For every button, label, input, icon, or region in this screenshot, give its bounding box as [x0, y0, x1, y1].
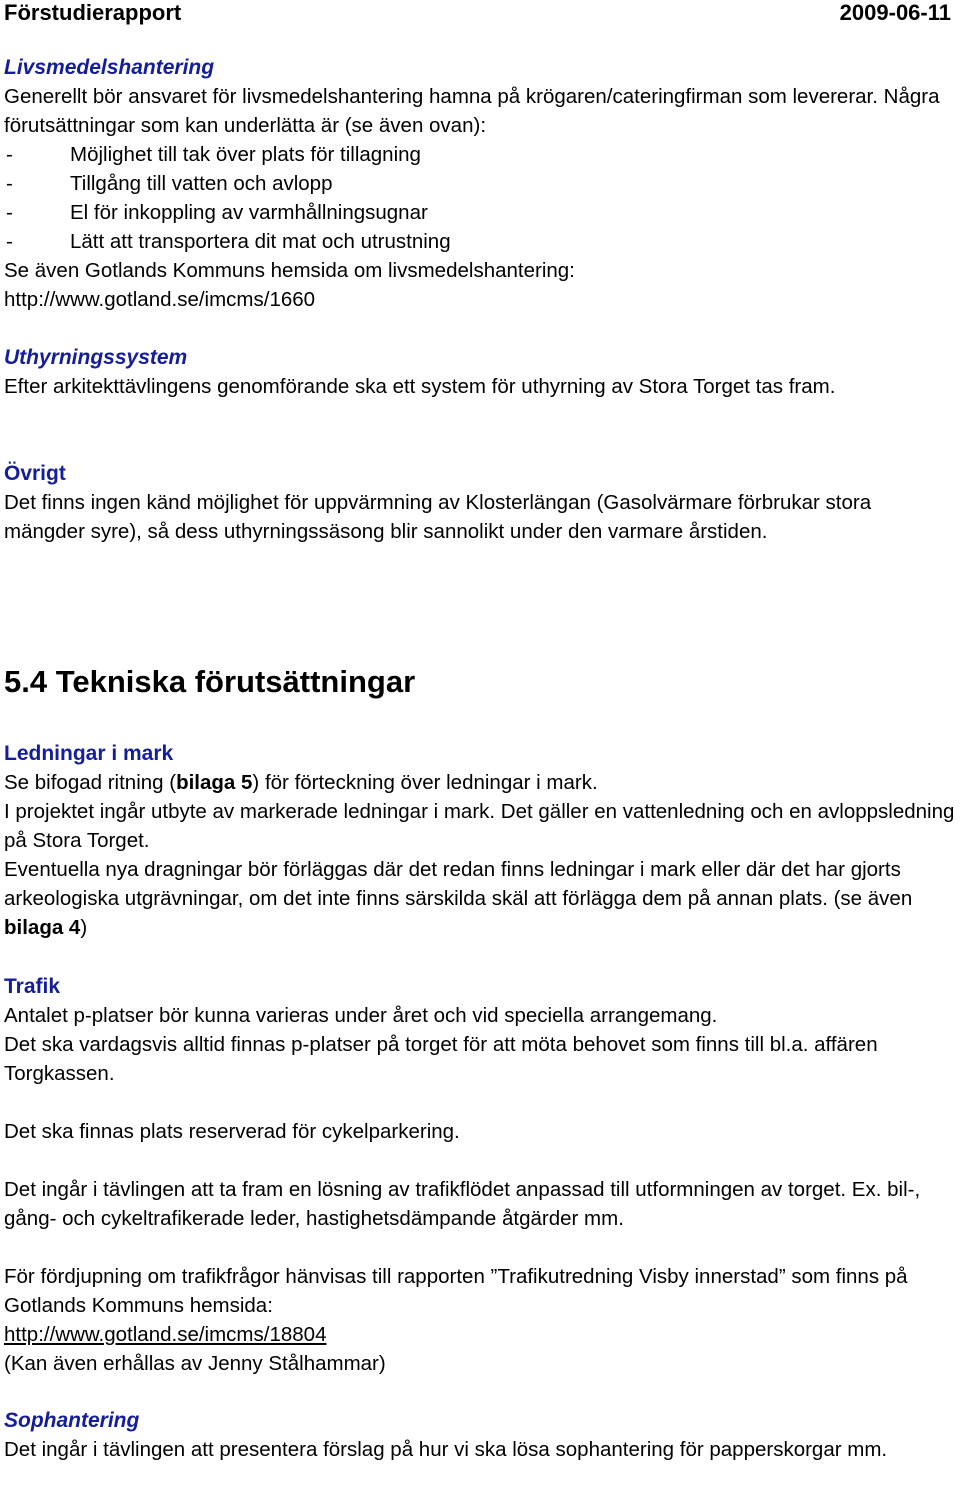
section-sophantering	[4, 1406, 956, 1464]
trafik-p1: Antalet p-platser bör kunna varieras under året och vid speciella arrangemang.	[4, 1004, 718, 1027]
list-item: - Lätt att transportera dit mat och utrustning	[4, 227, 956, 256]
livsmedel-heading: Livsmedelshantering	[4, 56, 215, 79]
list-item: - Möjlighet till tak över plats för tillagning	[4, 140, 956, 169]
section-uthyrning	[4, 343, 956, 401]
list-item: - El för inkoppling av varmhållningsugnar	[4, 198, 956, 227]
uthyrning-text: Efter arkitekttävlingens genomförande ska ett system för uthyrning av Stora Torget tas fram.	[4, 375, 836, 398]
text-run: Eventuella nya dragningar bör förläggas där det redan finns ledningar i mark eller där det har gjorts arkeologiska utgrävningar, om det inte finns särskilda skäl att förlägga dem på annan plats. (se även	[4, 858, 913, 910]
livsmedel-url[interactable]: http://www.gotland.se/imcms/1660	[4, 288, 316, 311]
ovrigt-heading: Övrigt	[4, 462, 66, 485]
section-livsmedel	[4, 53, 956, 314]
attachment-ref: bilaga 4	[4, 916, 81, 939]
ovrigt-text: Det finns ingen känd möjlighet för uppvärmning av Klosterlängan (Gasolvärmare förbrukar stora mängder syre), så dess uthyrningssäsong blir sannolikt under den varmare årstiden.	[4, 491, 872, 543]
ledningar-p3	[4, 855, 956, 942]
text-run: )	[80, 916, 88, 939]
section-trafik	[4, 972, 956, 1378]
sophantering-text: Det ingår i tävlingen att presentera förslag på hur vi ska lösa sophantering för papperskorgar mm.	[4, 1438, 888, 1461]
trafik-p6: (Kan även erhållas av Jenny Stålhammar)	[4, 1352, 386, 1375]
text-run: ) för förteckning över ledningar i mark.	[252, 771, 598, 794]
ledningar-p1	[4, 768, 956, 797]
uthyrning-heading: Uthyrningssystem	[4, 346, 188, 369]
trafik-p3: Det ska finnas plats reserverad för cykelparkering.	[4, 1120, 460, 1143]
document-date: 2009-06-11	[839, 0, 951, 25]
document-title: Förstudierapport	[4, 0, 182, 25]
section-heading: 5.4 Tekniska förutsättningar	[4, 664, 416, 699]
trafik-heading: Trafik	[4, 975, 61, 998]
section-ledningar	[4, 739, 956, 942]
trafik-url[interactable]: http://www.gotland.se/imcms/18804	[4, 1323, 327, 1346]
trafik-p2: Det ska vardagsvis alltid finnas p-platser på torget för att möta behovet som finns till bl.a. affären Torgkassen.	[4, 1033, 878, 1085]
attachment-ref: bilaga 5	[176, 771, 253, 794]
list-item: - Tillgång till vatten och avlopp	[4, 169, 956, 198]
section-ovrigt	[4, 459, 956, 546]
livsmedel-list	[4, 140, 956, 256]
trafik-p4: Det ingår i tävlingen att ta fram en lösning av trafikflödet anpassad till utformningen av torget. Ex. bil-, gång- och cykeltrafikerade leder, hastighetsdämpande åtgärder mm.	[4, 1178, 921, 1230]
text-run: Se bifogad ritning (	[4, 771, 177, 794]
page-header	[4, 0, 951, 30]
ledningar-heading: Ledningar i mark	[4, 742, 174, 765]
livsmedel-see-also: Se även Gotlands Kommuns hemsida om livsmedelshantering:	[4, 259, 575, 282]
sophantering-heading: Sophantering	[4, 1409, 140, 1432]
livsmedel-intro: Generellt bör ansvaret för livsmedelshantering hamna på krögaren/cateringfirman som levererar. Några förutsättningar som kan underlätta är (se även ovan):	[4, 85, 940, 137]
section-tekniska	[4, 664, 956, 700]
ledningar-p2: I projektet ingår utbyte av markerade ledningar i mark. Det gäller en vattenledning och en avloppsledning på Stora Torget.	[4, 800, 955, 852]
trafik-p5: För fördjupning om trafikfrågor hänvisas till rapporten ”Trafikutredning Visby innerstad” som finns på Gotlands Kommuns hemsida:	[4, 1265, 908, 1317]
